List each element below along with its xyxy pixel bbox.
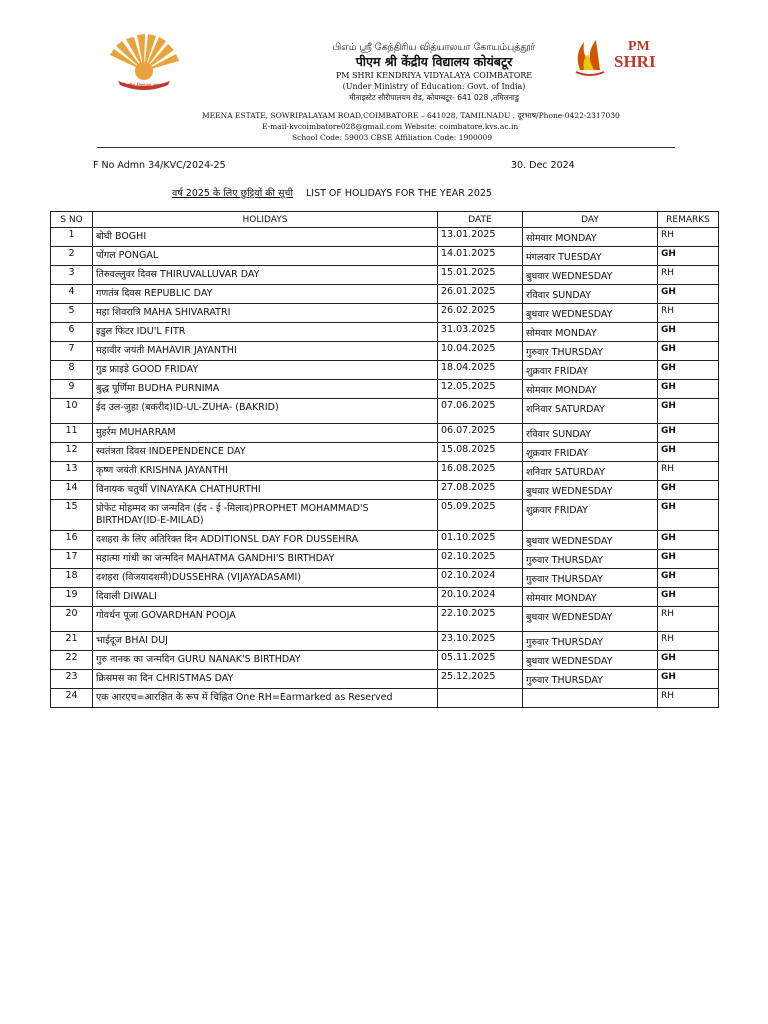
cell-remarks: RH bbox=[658, 462, 719, 481]
cell-holiday: महा शिवरात्रि MAHA SHIVARATRI bbox=[93, 304, 438, 323]
cell-date: 20.10.2024 bbox=[438, 588, 523, 607]
cell-day: बुधवार WEDNESDAY bbox=[523, 481, 658, 500]
cell-date: 15.01.2025 bbox=[438, 266, 523, 285]
cell-remarks: GH bbox=[658, 670, 719, 689]
cell-remarks: RH bbox=[658, 689, 719, 708]
table-row bbox=[51, 380, 719, 399]
cell-remarks: GH bbox=[658, 481, 719, 500]
cell-date bbox=[438, 689, 523, 708]
table-row bbox=[51, 247, 719, 266]
col-header-date: DATE bbox=[438, 212, 523, 228]
cell-remarks: GH bbox=[658, 443, 719, 462]
cell-sno: 23 bbox=[51, 670, 93, 689]
title-english: LIST OF HOLIDAYS FOR THE YEAR 2025 bbox=[305, 188, 492, 199]
holiday-table bbox=[50, 211, 719, 708]
cell-day bbox=[523, 689, 658, 708]
table-header-row bbox=[51, 212, 719, 228]
cell-holiday: स्वतंत्रता दिवस INDEPENDENCE DAY bbox=[93, 443, 438, 462]
cell-date: 18.04.2025 bbox=[438, 361, 523, 380]
cell-remarks: GH bbox=[658, 247, 719, 266]
cell-date: 25.12.2025 bbox=[438, 670, 523, 689]
cell-remarks: GH bbox=[658, 531, 719, 550]
cell-sno: 18 bbox=[51, 569, 93, 588]
cell-holiday: दशहरा के लिए अतिरिक्त दिन ADDITIONSL DAY FOR DUSSEHRA bbox=[93, 531, 438, 550]
cell-sno: 21 bbox=[51, 632, 93, 651]
table-body bbox=[51, 228, 719, 708]
cell-holiday: महात्मा गांधी का जन्मदिन MAHATMA GANDHI'S BIRTHDAY bbox=[93, 550, 438, 569]
cell-date: 26.02.2025 bbox=[438, 304, 523, 323]
cell-sno: 24 bbox=[51, 689, 93, 708]
table-row bbox=[51, 588, 719, 607]
cell-holiday: महावीर जयंती MAHAVIR JAYANTHI bbox=[93, 342, 438, 361]
cell-day: शनिवार SATURDAY bbox=[523, 399, 658, 424]
cell-day: बुधवार WEDNESDAY bbox=[523, 266, 658, 285]
cell-holiday: दशहरा (विजयादशमी)DUSSEHRA (VIJAYADASAMI) bbox=[93, 569, 438, 588]
cell-remarks: GH bbox=[658, 342, 719, 361]
cell-sno: 17 bbox=[51, 550, 93, 569]
cell-date: 05.09.2025 bbox=[438, 500, 523, 531]
table-row bbox=[51, 531, 719, 550]
table-row bbox=[51, 304, 719, 323]
cell-sno: 4 bbox=[51, 285, 93, 304]
table-row bbox=[51, 569, 719, 588]
cell-day: शुक्रवार FRIDAY bbox=[523, 500, 658, 531]
cell-day: रविवार SUNDAY bbox=[523, 285, 658, 304]
cell-date: 26.01.2025 bbox=[438, 285, 523, 304]
header-address-english: MEENA ESTATE, SOWRIPALAYAM ROAD,COIMBATORE – 641028, TAMILNADU , दूरभाष/Phone-0422-2317030 bbox=[202, 111, 620, 120]
header-tamil: பிஎம் ஸ்ரீ கேந்திரிய வித்யாலயா கோயம்புத்தூர் bbox=[332, 42, 536, 53]
col-header-day: DAY bbox=[523, 212, 658, 228]
cell-holiday: एक आरएच=आरक्षित के रूप में चिह्नित One RH=Earmarked as Reserved bbox=[93, 689, 438, 708]
table-row bbox=[51, 670, 719, 689]
cell-day: मंगलवार TUESDAY bbox=[523, 247, 658, 266]
cell-day: सोमवार MONDAY bbox=[523, 228, 658, 247]
col-header-sno: S NO bbox=[51, 212, 93, 228]
cell-day: गुरुवार THURSDAY bbox=[523, 342, 658, 361]
col-header-remarks: REMARKS bbox=[658, 212, 719, 228]
table-row bbox=[51, 228, 719, 247]
header-english: PM SHRI KENDRIYA VIDYALAYA COIMBATORE bbox=[335, 71, 533, 80]
cell-date: 16.08.2025 bbox=[438, 462, 523, 481]
cell-remarks: RH bbox=[658, 304, 719, 323]
cell-sno: 22 bbox=[51, 651, 93, 670]
cell-sno: 20 bbox=[51, 607, 93, 632]
cell-sno: 9 bbox=[51, 380, 93, 399]
table-row bbox=[51, 424, 719, 443]
cell-holiday: बोघी BOGHI bbox=[93, 228, 438, 247]
table-row bbox=[51, 481, 719, 500]
document-title bbox=[172, 186, 492, 199]
header-email-web: E-mail-kvcoimbatore028@gmail.com Website: coimbatore.kvs.ac.in bbox=[262, 122, 519, 131]
table-row bbox=[51, 443, 719, 462]
cell-date: 02.10.2024 bbox=[438, 569, 523, 588]
cell-remarks: GH bbox=[658, 285, 719, 304]
cell-remarks: GH bbox=[658, 569, 719, 588]
cell-day: गुरुवार THURSDAY bbox=[523, 569, 658, 588]
pm-shri-brand-2: SHRI bbox=[614, 52, 656, 71]
cell-remarks: GH bbox=[658, 588, 719, 607]
cell-sno: 12 bbox=[51, 443, 93, 462]
table-row bbox=[51, 462, 719, 481]
letterhead bbox=[196, 42, 672, 103]
col-header-holidays: HOLIDAYS bbox=[93, 212, 438, 228]
cell-holiday: विनायक चतुर्थी VINAYAKA CHATHURTHI bbox=[93, 481, 438, 500]
cell-date: 31.03.2025 bbox=[438, 323, 523, 342]
cell-date: 05.11.2025 bbox=[438, 651, 523, 670]
cell-remarks: RH bbox=[658, 607, 719, 632]
title-hindi: वर्ष 2025 के लिए छुट्टियों की सूची bbox=[172, 188, 293, 199]
cell-day: बुधवार WEDNESDAY bbox=[523, 607, 658, 632]
cell-date: 02.10.2025 bbox=[438, 550, 523, 569]
cell-remarks: GH bbox=[658, 424, 719, 443]
cell-date: 13.01.2025 bbox=[438, 228, 523, 247]
cell-holiday: दिवाली DIWALI bbox=[93, 588, 438, 607]
cell-holiday: भाईदूज BHAI DUJ bbox=[93, 632, 438, 651]
cell-holiday: इडुल फिटर IDU'L FITR bbox=[93, 323, 438, 342]
cell-holiday: ईद उल-जुहा (बकरीद)ID-UL-ZUHA- (BAKRID) bbox=[93, 399, 438, 424]
cell-holiday: तिरुवल्लुवर दिवस THIRUVALLUVAR DAY bbox=[93, 266, 438, 285]
cell-date: 23.10.2025 bbox=[438, 632, 523, 651]
cell-day: बुधवार WEDNESDAY bbox=[523, 651, 658, 670]
cell-sno: 8 bbox=[51, 361, 93, 380]
cell-day: शनिवार SATURDAY bbox=[523, 462, 658, 481]
header-address-hindi: मीनाइस्टेट सौरीपालयम रोड, कोयम्बटूर- 641 028 ,तमिलनाडु bbox=[349, 93, 519, 102]
cell-day: गुरुवार THURSDAY bbox=[523, 550, 658, 569]
cell-sno: 14 bbox=[51, 481, 93, 500]
cell-day: रविवार SUNDAY bbox=[523, 424, 658, 443]
cell-date: 10.04.2025 bbox=[438, 342, 523, 361]
cell-remarks: GH bbox=[658, 399, 719, 424]
cell-date: 22.10.2025 bbox=[438, 607, 523, 632]
cell-holiday: गोवर्धन पूजा GOVARDHAN POOJA bbox=[93, 607, 438, 632]
cell-sno: 11 bbox=[51, 424, 93, 443]
table-row bbox=[51, 266, 719, 285]
cell-sno: 3 bbox=[51, 266, 93, 285]
cell-date: 27.08.2025 bbox=[438, 481, 523, 500]
cell-sno: 10 bbox=[51, 399, 93, 424]
cell-remarks: RH bbox=[658, 228, 719, 247]
kvs-logo-caption: केन्द्रीय विद्यालय संगठन bbox=[122, 83, 166, 89]
cell-remarks: RH bbox=[658, 632, 719, 651]
cell-date: 07.06.2025 bbox=[438, 399, 523, 424]
cell-holiday: क्रिसमस का दिन CHRISTMAS DAY bbox=[93, 670, 438, 689]
cell-date: 06.07.2025 bbox=[438, 424, 523, 443]
cell-sno: 15 bbox=[51, 500, 93, 531]
cell-holiday: गुरु नानक का जन्मदिन GURU NANAK'S BIRTHDAY bbox=[93, 651, 438, 670]
cell-sno: 5 bbox=[51, 304, 93, 323]
cell-sno: 7 bbox=[51, 342, 93, 361]
cell-day: शुक्रवार FRIDAY bbox=[523, 361, 658, 380]
table-row bbox=[51, 285, 719, 304]
cell-day: सोमवार MONDAY bbox=[523, 588, 658, 607]
sun-disc-icon bbox=[135, 62, 153, 80]
cell-sno: 16 bbox=[51, 531, 93, 550]
header-divider bbox=[97, 147, 675, 148]
cell-remarks: GH bbox=[658, 361, 719, 380]
cell-date: 01.10.2025 bbox=[438, 531, 523, 550]
document-date: 30. Dec 2024 bbox=[511, 160, 575, 171]
cell-sno: 6 bbox=[51, 323, 93, 342]
table-row bbox=[51, 689, 719, 708]
cell-holiday: बुद्ध पूर्णिमा BUDHA PURNIMA bbox=[93, 380, 438, 399]
cell-remarks: GH bbox=[658, 651, 719, 670]
table-row bbox=[51, 399, 719, 424]
cell-remarks: RH bbox=[658, 266, 719, 285]
cell-remarks: GH bbox=[658, 380, 719, 399]
header-hindi: पीएम श्री केंद्रीय विद्यालय कोयंबटूर bbox=[355, 54, 513, 69]
cell-holiday: मुहर्रम MUHARRAM bbox=[93, 424, 438, 443]
cell-day: बुधवार WEDNESDAY bbox=[523, 304, 658, 323]
cell-holiday: गणतंत्र दिवस REPUBLIC DAY bbox=[93, 285, 438, 304]
cell-holiday: पोंगल PONGAL bbox=[93, 247, 438, 266]
table-row bbox=[51, 500, 719, 531]
cell-date: 12.05.2025 bbox=[438, 380, 523, 399]
cell-holiday: कृष्ण जयंती KRISHNA JAYANTHI bbox=[93, 462, 438, 481]
cell-remarks: GH bbox=[658, 500, 719, 531]
cell-day: शुक्रवार FRIDAY bbox=[523, 443, 658, 462]
cell-day: गुरुवार THURSDAY bbox=[523, 670, 658, 689]
table-row bbox=[51, 607, 719, 632]
cell-sno: 19 bbox=[51, 588, 93, 607]
header-codes: School Code: 59003 CBSE Affiliation Code: 1900009 bbox=[292, 133, 493, 142]
cell-holiday: प्रोफेट मोहम्मद का जन्मदिन (ईद - ई -मिलाद)PROPHET MOHAMMAD'S BIRTHDAY(ID-E-MILAD) bbox=[93, 500, 438, 531]
letterhead-contact bbox=[202, 110, 672, 143]
table-row bbox=[51, 550, 719, 569]
table-row bbox=[51, 632, 719, 651]
cell-day: बुधवार WEDNESDAY bbox=[523, 531, 658, 550]
table-row bbox=[51, 323, 719, 342]
header-ministry: (Under Ministry of Education: Govt. of India) bbox=[342, 82, 526, 91]
cell-sno: 2 bbox=[51, 247, 93, 266]
cell-holiday: गुड फ्राइडे GOOD FRIDAY bbox=[93, 361, 438, 380]
cell-sno: 13 bbox=[51, 462, 93, 481]
table-row bbox=[51, 342, 719, 361]
cell-date: 15.08.2025 bbox=[438, 443, 523, 462]
cell-remarks: GH bbox=[658, 323, 719, 342]
cell-date: 14.01.2025 bbox=[438, 247, 523, 266]
pm-shri-brand: PM bbox=[628, 39, 650, 54]
cell-day: गुरुवार THURSDAY bbox=[523, 632, 658, 651]
cell-day: सोमवार MONDAY bbox=[523, 380, 658, 399]
cell-day: सोमवार MONDAY bbox=[523, 323, 658, 342]
table-row bbox=[51, 651, 719, 670]
cell-sno: 1 bbox=[51, 228, 93, 247]
file-number: F No Admn 34/KVC/2024-25 bbox=[93, 160, 226, 171]
table-row bbox=[51, 361, 719, 380]
cell-remarks: GH bbox=[658, 550, 719, 569]
